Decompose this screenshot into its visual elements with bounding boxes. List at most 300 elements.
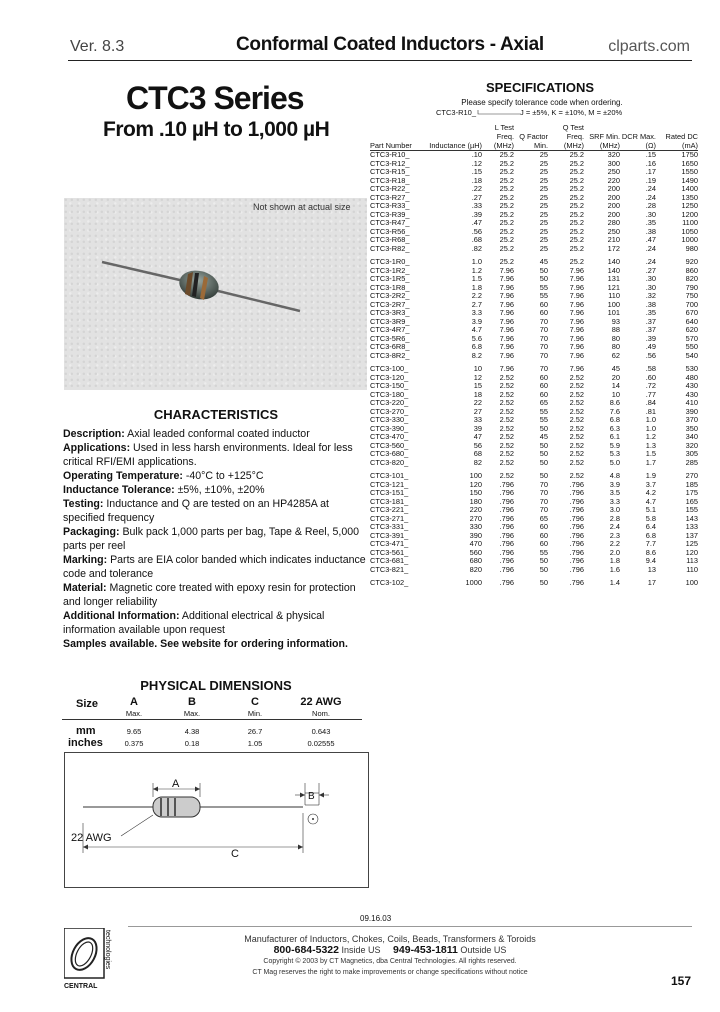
spec-cell: 550 [685, 342, 698, 351]
spec-cell: 350 [685, 423, 698, 433]
char-operating-temp: Operating Temperature: -40°C to +125°C [63, 470, 264, 482]
char-material: Material: Magnetic core treated with epoxy resin for protection and longer reliability [63, 582, 356, 608]
spec-cell: 1.0 [645, 423, 656, 433]
spec-header-row [370, 122, 698, 151]
spec-cell: 410 [685, 398, 698, 407]
spec-cell: 860 [685, 265, 698, 275]
spec-cell: 4.7 [645, 496, 656, 506]
spec-cell: CTC3-101_ [370, 471, 409, 480]
spec-cell: 1000 [681, 235, 698, 244]
spec-cell: 7.96 [569, 350, 584, 360]
spec-cell: .796 [569, 556, 584, 565]
spec-cell: .19 [645, 175, 656, 185]
spec-cell: .37 [645, 316, 656, 326]
spec-cell: 25 [539, 192, 548, 202]
spec-cell: 6.3 [609, 423, 620, 433]
spec-cell: .77 [645, 389, 656, 399]
spec-cell: CTC3-R82_ [370, 243, 410, 253]
spec-cell: .15 [645, 150, 656, 159]
spec-cell: 1.2 [471, 265, 482, 275]
spec-cell: .82 [471, 243, 482, 253]
spec-cell: 10 [473, 364, 482, 373]
spec-cell: 9.4 [645, 556, 656, 565]
spec-cell: 45 [611, 364, 620, 373]
spec-cell: 270 [685, 471, 698, 480]
spec-cell: .27 [471, 192, 482, 202]
spec-cell: 620 [685, 325, 698, 334]
spec-cell: 7.96 [499, 325, 514, 334]
spec-cell: 280 [607, 218, 620, 227]
spec-cell: 25.2 [569, 192, 584, 202]
spec-cell: 25.2 [569, 175, 584, 185]
spec-cell: 50 [539, 449, 548, 458]
spec-cell: 25 [539, 201, 548, 210]
spec-cell: 3.9 [471, 316, 482, 326]
col-awg: 22 AWG [300, 696, 342, 708]
spec-cell: CTC3-121_ [370, 479, 409, 489]
spec-cell: 2.4 [609, 522, 620, 531]
spec-cell: 2.52 [569, 440, 584, 450]
spec-cell: 100 [685, 578, 698, 587]
spec-cell: 180 [469, 496, 482, 506]
spec-cell: 25.2 [499, 150, 514, 159]
spec-cell: 50 [539, 578, 548, 587]
spec-cell: CTC3-R27_ [370, 192, 410, 202]
spec-row [370, 253, 698, 267]
spec-row [370, 360, 698, 374]
spec-cell: 5.6 [471, 333, 482, 343]
spec-cell: 25 [539, 150, 548, 159]
spec-cell: 200 [607, 184, 620, 193]
spec-cell: 640 [685, 316, 698, 326]
spec-cell: 125 [685, 539, 698, 548]
spec-cell: CTC3-4R7_ [370, 325, 410, 334]
spec-cell: 7.96 [499, 291, 514, 300]
spec-cell: .796 [499, 479, 514, 489]
spec-cell: 70 [539, 364, 548, 373]
spec-cell: 1.9 [645, 471, 656, 480]
spec-cell: 2.52 [569, 457, 584, 467]
spec-cell: .81 [645, 406, 656, 416]
spec-cell: 4.7 [471, 325, 482, 334]
spec-cell: CTC3-R56_ [370, 226, 410, 236]
spec-cell: 12 [473, 372, 482, 382]
spec-cell: 1000 [465, 578, 482, 587]
spec-cell: 1.4 [609, 578, 620, 587]
spec-cell: 7.96 [499, 364, 514, 373]
spec-cell: .15 [471, 167, 482, 176]
spec-cell: CTC3-5R6_ [370, 333, 410, 343]
spec-cell: .796 [499, 522, 514, 531]
spec-cell: CTC3-3R9_ [370, 316, 410, 326]
spec-cell: 7.96 [569, 282, 584, 292]
spec-cell: 80 [611, 333, 620, 343]
spec-cell: CTC3-8R2_ [370, 350, 410, 360]
spec-cell: 920 [685, 257, 698, 266]
spec-cell: CTC3-R10_ [370, 150, 410, 159]
spec-cell: 2.3 [609, 530, 620, 540]
spec-cell: 13 [647, 564, 656, 574]
spec-cell: 155 [685, 505, 698, 514]
spec-cell: 1650 [681, 158, 698, 168]
inductor-image [64, 198, 367, 390]
spec-cell: 143 [685, 513, 698, 523]
spec-cell: 6.4 [645, 522, 656, 531]
spec-cell: 110 [608, 291, 620, 300]
dimension-diagram [64, 752, 369, 888]
spec-cell: 33 [473, 415, 482, 424]
spec-cell: .68 [471, 235, 482, 244]
spec-cell: CTC3-180_ [370, 389, 409, 399]
spec-cell: .39 [471, 209, 482, 219]
spec-cell: 1.6 [609, 564, 620, 574]
spec-cell: .796 [499, 539, 514, 548]
spec-cell: 70 [539, 325, 548, 334]
col-c: C [251, 696, 259, 708]
spec-cell: 1.8 [471, 282, 482, 292]
spec-cell: .796 [499, 556, 514, 565]
spec-cell: 55 [539, 291, 548, 300]
spec-cell: 2.52 [569, 381, 584, 390]
spec-cell: 1100 [682, 218, 698, 227]
spec-cell: .47 [645, 235, 656, 244]
spec-cell: .24 [645, 257, 656, 266]
spec-cell: 25 [539, 158, 548, 168]
spec-col-header: Q Factor Min. [514, 122, 548, 151]
spec-cell: CTC3-330_ [370, 415, 409, 424]
spec-cell: 2.52 [499, 440, 514, 450]
spec-cell: .796 [569, 547, 584, 557]
spec-cell: 470 [469, 539, 482, 548]
spec-cell: .24 [645, 243, 656, 253]
spec-cell: .35 [645, 218, 656, 227]
diagram-label-awg: 22 AWG [71, 832, 112, 844]
spec-cell: CTC3-151_ [370, 488, 409, 497]
spec-cell: 62 [611, 350, 620, 360]
page-title: Conformal Coated Inductors - Axial [236, 34, 544, 55]
spec-cell: CTC3-1R8_ [370, 282, 410, 292]
spec-cell: 285 [685, 457, 698, 467]
spec-cell: 25.2 [569, 167, 584, 176]
spec-cell: 2.52 [499, 449, 514, 458]
col-b: B [188, 696, 196, 708]
spec-cell: 133 [685, 522, 698, 531]
spec-col-header: SRF Min. (MHz) [584, 122, 620, 151]
spec-cell: 1.5 [471, 274, 482, 283]
spec-cell: .12 [471, 158, 482, 168]
spec-cell: 185 [685, 479, 698, 489]
spec-cell: 25.2 [569, 150, 584, 159]
spec-cell: 570 [685, 333, 698, 343]
spec-cell: .796 [569, 530, 584, 540]
physical-dimensions-heading: PHYSICAL DIMENSIONS [140, 678, 292, 693]
spec-cell: .28 [645, 201, 656, 210]
spec-cell: 25.2 [499, 184, 514, 193]
size-label: Size [76, 698, 99, 710]
spec-cell: 7.96 [499, 333, 514, 343]
spec-cell: 121 [607, 282, 620, 292]
spec-cell: .22 [471, 184, 482, 193]
spec-cell: 25 [539, 243, 548, 253]
spec-cell: .796 [569, 513, 584, 523]
spec-cell: .796 [499, 496, 514, 506]
spec-cell: 3.5 [609, 488, 620, 497]
spec-cell: 25 [539, 226, 548, 236]
spec-cell: CTC3-681_ [370, 556, 409, 565]
spec-cell: 137 [685, 530, 698, 540]
spec-cell: 20 [611, 372, 620, 382]
spec-cell: 7.96 [499, 299, 514, 309]
spec-cell: 3.9 [609, 479, 620, 489]
spec-cell: 175 [685, 488, 698, 497]
spec-cell: CTC3-331_ [370, 522, 409, 531]
spec-col-header: DCR Max. (Ω) [620, 122, 656, 151]
spec-cell: 7.96 [499, 350, 514, 360]
spec-col-header: Inductance (µH) [420, 122, 482, 151]
row-inches-unit: inches [68, 737, 103, 749]
spec-cell: CTC3-R12_ [370, 158, 410, 168]
spec-cell: 750 [685, 291, 698, 300]
spec-cell: 55 [539, 282, 548, 292]
spec-cell: 25 [539, 209, 548, 219]
spec-cell: 2.52 [569, 372, 584, 382]
spec-cell: 25 [539, 235, 548, 244]
spec-cell: 7.96 [569, 325, 584, 334]
spec-cell: 1.0 [471, 257, 482, 266]
manufacturer-line: Manufacturer of Inductors, Chokes, Coils, Beads, Transformers & Toroids [244, 934, 536, 944]
spec-cell: .796 [569, 496, 584, 506]
spec-cell: 300 [607, 158, 620, 168]
spec-cell: 2.52 [569, 406, 584, 416]
spec-cell: 7.96 [569, 333, 584, 343]
spec-cell: 5.0 [609, 457, 620, 467]
spec-cell: CTC3-6R8_ [370, 342, 410, 351]
spec-cell: 68 [473, 449, 482, 458]
spec-cell: 120 [685, 547, 698, 557]
spec-cell: .796 [569, 488, 584, 497]
spec-cell: .27 [645, 265, 656, 275]
spec-cell: 4.8 [609, 471, 620, 480]
spec-cell: 305 [685, 449, 698, 458]
code-pointer-arrow [474, 109, 522, 117]
spec-cell: .49 [645, 342, 656, 351]
spec-cell: .10 [471, 150, 482, 159]
spec-cell: 70 [539, 333, 548, 343]
inductance-range: From .10 µH to 1,000 µH [103, 118, 330, 141]
page-number: 157 [671, 974, 692, 988]
spec-cell: 110 [686, 564, 698, 574]
char-samples: Samples available. See website for ordering information. [63, 638, 348, 650]
spec-col-header: Q Test Freq. (MHz) [548, 122, 584, 151]
spec-cell: .796 [569, 539, 584, 548]
spec-cell: 25.2 [499, 243, 514, 253]
spec-col-header: Part Number [370, 122, 420, 151]
spec-cell: 2.52 [569, 423, 584, 433]
col-a: A [130, 696, 138, 708]
spec-cell: 670 [685, 308, 698, 317]
spec-cell: 200 [607, 209, 620, 219]
spec-cell: 55 [539, 547, 548, 557]
spec-cell: 25.2 [499, 226, 514, 236]
spec-cell: 25.2 [569, 243, 584, 253]
spec-cell: .796 [499, 513, 514, 523]
tolerance-codes: J = ±5%, K = ±10%, M = ±20% [520, 108, 623, 117]
spec-cell: 7.96 [499, 274, 514, 283]
spec-cell: 1200 [681, 209, 698, 219]
spec-cell: 25.2 [569, 218, 584, 227]
spec-cell: 250 [607, 167, 620, 176]
spec-cell: 3.7 [645, 479, 656, 489]
spec-cell: 25.2 [499, 167, 514, 176]
spec-cell: 200 [607, 201, 620, 210]
spec-cell: .24 [645, 192, 656, 202]
spec-cell: .60 [645, 372, 656, 382]
spec-cell: 25.2 [499, 235, 514, 244]
spec-cell: 340 [685, 432, 698, 441]
spec-cell: 530 [685, 364, 698, 373]
spec-cell: 60 [539, 299, 548, 309]
spec-cell: 6.8 [471, 342, 482, 351]
spec-cell: 70 [539, 479, 548, 489]
spec-row [370, 574, 698, 588]
spec-cell: 680 [469, 556, 482, 565]
char-additional-info: Additional Information: Additional electrical & physical information available upon request [63, 610, 325, 636]
svg-text:technologies: technologies [104, 930, 111, 970]
spec-cell: CTC3-221_ [370, 505, 409, 514]
spec-cell: .38 [645, 299, 656, 309]
spec-cell: 55 [539, 406, 548, 416]
spec-cell: 2.2 [609, 539, 620, 548]
spec-cell: 7.96 [499, 265, 514, 275]
spec-cell: CTC3-R68_ [370, 235, 410, 244]
char-testing: Testing: Inductance and Q are tested on an HP4285A at specified frequency [63, 498, 329, 524]
rights-note: CT Mag reserves the right to make improvements or change specifications without notice [252, 969, 528, 976]
spec-cell: .796 [569, 578, 584, 587]
spec-cell: .32 [645, 291, 656, 300]
revision-date: 09.16.03 [360, 914, 392, 923]
spec-cell: 320 [607, 150, 620, 159]
spec-cell: CTC3-680_ [370, 449, 409, 458]
spec-cell: 1750 [681, 150, 698, 159]
spec-cell: 5.3 [609, 449, 620, 458]
spec-row [370, 245, 698, 254]
spec-cell: 101 [607, 308, 620, 317]
spec-cell: 70 [539, 505, 548, 514]
example-part-code: CTC3-R10_ [436, 108, 477, 117]
spec-cell: 10 [611, 389, 620, 399]
spec-cell: 45 [539, 257, 548, 266]
diagram-label-c: C [231, 848, 239, 860]
spec-cell: 60 [539, 530, 548, 540]
spec-cell: .796 [499, 505, 514, 514]
char-tolerance: Inductance Tolerance: ±5%, ±10%, ±20% [63, 484, 265, 496]
spec-cell: .796 [499, 488, 514, 497]
spec-cell: 2.52 [499, 471, 514, 480]
spec-cell: .30 [645, 282, 656, 292]
ordering-note: Please specify tolerance code when ordering. [461, 98, 623, 107]
spec-cell: .47 [471, 218, 482, 227]
spec-cell: CTC3-3R3_ [370, 308, 410, 317]
char-applications: Applications: Used in less harsh environments. Ideal for less critical RFI/EMI applications. [63, 442, 353, 468]
series-name: CTC3 Series [126, 80, 304, 116]
spec-cell: 131 [607, 274, 620, 283]
spec-cell: 100 [469, 471, 482, 480]
spec-cell: 980 [685, 243, 698, 253]
spec-cell: 210 [607, 235, 620, 244]
spec-row [370, 467, 698, 481]
spec-cell: 8.6 [609, 398, 620, 407]
spec-cell: 1250 [681, 201, 698, 210]
spec-cell: 25.2 [499, 201, 514, 210]
spec-cell: 82 [473, 457, 482, 467]
spec-cell: 25.2 [499, 158, 514, 168]
spec-cell: 8.2 [471, 350, 482, 360]
spec-cell: 5.1 [645, 505, 656, 514]
svg-text:CENTRAL: CENTRAL [64, 983, 98, 990]
spec-cell: CTC3-390_ [370, 423, 409, 433]
spec-cell: CTC3-391_ [370, 530, 409, 540]
spec-cell: 25.2 [569, 158, 584, 168]
spec-cell: 25.2 [569, 209, 584, 219]
spec-cell: .56 [471, 226, 482, 236]
spec-cell: .38 [645, 226, 656, 236]
spec-row [370, 566, 698, 575]
spec-cell: 2.52 [569, 449, 584, 458]
spec-cell: 55 [539, 415, 548, 424]
spec-cell: 25 [539, 184, 548, 193]
spec-cell: 1350 [681, 192, 698, 202]
spec-cell: 65 [539, 398, 548, 407]
spec-cell: 7.96 [569, 316, 584, 326]
website-link[interactable]: clparts.com [608, 38, 690, 55]
spec-cell: CTC3-R18_ [370, 175, 410, 185]
spec-cell: CTC3-181_ [370, 496, 409, 506]
spec-cell: 80 [611, 342, 620, 351]
spec-cell: 25 [539, 218, 548, 227]
spec-cell: CTC3-2R7_ [370, 299, 410, 309]
spec-cell: 47 [473, 432, 482, 441]
footer-divider [128, 926, 692, 927]
spec-cell: 1.7 [645, 457, 656, 467]
spec-cell: 17 [647, 578, 656, 587]
spec-cell: 50 [539, 265, 548, 275]
spec-cell: 2.52 [569, 398, 584, 407]
spec-cell: 1.2 [645, 432, 656, 441]
product-photo [64, 198, 367, 390]
specifications-table [370, 122, 698, 588]
spec-cell: 70 [539, 342, 548, 351]
spec-cell: 7.96 [499, 342, 514, 351]
photo-note: Not shown at actual size [253, 202, 351, 212]
spec-cell: 1.5 [645, 449, 656, 458]
spec-cell: .18 [471, 175, 482, 185]
spec-cell: .39 [645, 333, 656, 343]
spec-cell: 7.7 [645, 539, 656, 548]
spec-cell: 2.7 [471, 299, 482, 309]
spec-cell: CTC3-470_ [370, 432, 409, 441]
spec-cell: 2.52 [499, 457, 514, 467]
spec-cell: CTC3-R15_ [370, 167, 410, 176]
spec-cell: 65 [539, 513, 548, 523]
spec-cell: .16 [645, 158, 656, 168]
spec-cell: 25.2 [499, 192, 514, 202]
dims-rule [62, 719, 362, 720]
spec-col-header: L Test Freq. (MHz) [482, 122, 514, 151]
spec-cell: CTC3-560_ [370, 440, 409, 450]
spec-cell: 8.6 [645, 547, 656, 557]
spec-cell: 93 [611, 316, 620, 326]
spec-cell: 2.52 [499, 389, 514, 399]
